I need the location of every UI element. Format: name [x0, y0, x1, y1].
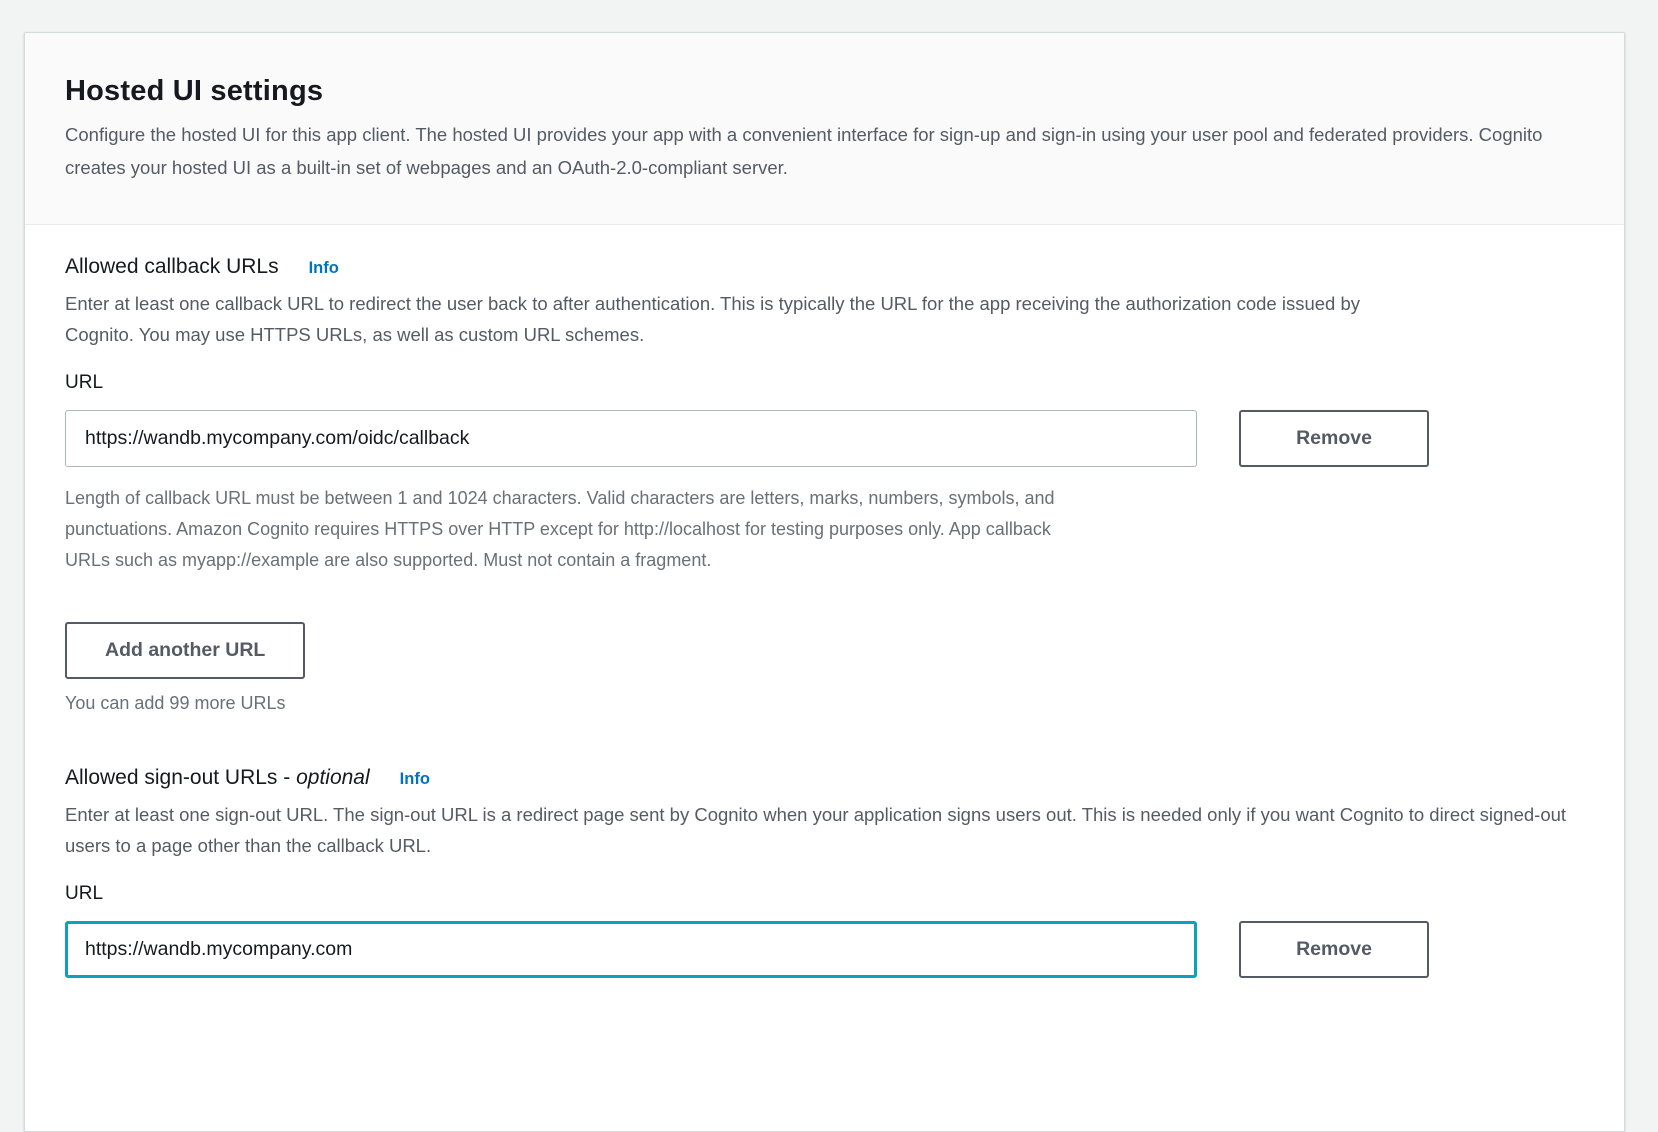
signout-heading: [65, 766, 370, 790]
hosted-ui-settings-panel: [24, 32, 1625, 1132]
panel-header: [25, 33, 1624, 225]
callback-urls-section: [65, 255, 1584, 714]
callback-constraint-text: Length of callback URL must be between 1 and 1024 characters. Valid characters are letters, marks, numbers, symbols, and punctuations. Amazon Cognito requires HTTPS over HTTP except for http://localhost for testing purposes only. App callback URLs such as myapp://example are also supported. Must not contain a fragment.: [65, 488, 1055, 570]
signout-heading-optional: optional: [296, 766, 370, 789]
add-another-url-button[interactable]: Add another URL: [65, 622, 305, 679]
signout-url-label: URL: [65, 883, 104, 904]
signout-remove-button[interactable]: Remove: [1239, 921, 1429, 978]
callback-url-row: [65, 410, 1584, 467]
signout-heading-row: [65, 766, 1584, 790]
signout-urls-section: [65, 766, 1584, 978]
remaining-urls-text: You can add 99 more URLs: [65, 693, 286, 713]
signout-info-link[interactable]: Info: [399, 770, 430, 788]
callback-description: Enter at least one callback URL to redirect the user back to after authentication. This is typically the URL for the app receiving the authorization code issued by Cognito. You may use HTTPS URLs, as well as custom URL schemes.: [65, 293, 1361, 345]
signout-description: Enter at least one sign-out URL. The sign-out URL is a redirect page sent by Cognito when your application signs users out. This is needed only if you want Cognito to direct signed-out users to a page other than the callback URL.: [65, 804, 1567, 856]
callback-heading: Allowed callback URLs: [65, 255, 279, 278]
signout-heading-main: Allowed sign-out URLs -: [65, 766, 297, 789]
panel-body: [25, 225, 1624, 998]
callback-info-link[interactable]: Info: [308, 259, 339, 277]
callback-heading-row: [65, 255, 1584, 279]
panel-description: Configure the hosted UI for this app client. The hosted UI provides your app with a convenient interface for sign-up and sign-in using your user pool and federated providers. Cognito creates your hosted UI as a built-in set of webpages and an OAuth-2.0-compliant server.: [65, 124, 1543, 178]
callback-remove-button[interactable]: Remove: [1239, 410, 1429, 467]
signout-url-input[interactable]: [65, 921, 1197, 978]
signout-url-row: [65, 921, 1584, 978]
callback-url-input[interactable]: [65, 410, 1197, 467]
panel-title: Hosted UI settings: [65, 75, 324, 107]
callback-url-label: URL: [65, 372, 104, 393]
